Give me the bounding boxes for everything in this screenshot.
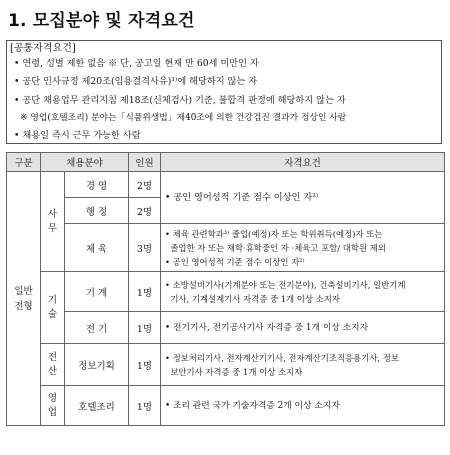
requirement-cell: • 공인 영어성적 기준 점수 이상인 자²⁾	[161, 172, 445, 224]
header-requirements: 자격요건	[161, 153, 445, 172]
field-cell: 전 기	[65, 312, 129, 344]
section-youngup: 영 업	[41, 386, 65, 426]
count-cell: 3명	[129, 224, 161, 272]
section-jeonsan: 전 산	[41, 344, 65, 386]
count-cell: 2명	[129, 172, 161, 198]
recruitment-table	[6, 152, 445, 426]
requirement-cell: • 정보처리기사, 전자계산기기사, 전자계산기조직응용기사, 정보 보안기사 자격증 중 1개 이상 소지자	[161, 344, 445, 386]
field-cell: 체 육	[65, 224, 129, 272]
table-header-row	[7, 153, 445, 172]
common-item: • 연령, 성별 제한 없음 ※ 단, 공고일 현재 만 60세 미만인 자	[14, 58, 259, 69]
common-item-note: ※ 영업(호텔조리) 분야는「식품위생법」제40조에 의한 건강검진 결과가 정상인 사람	[20, 113, 347, 123]
requirement-cell: • 전기기사, 전기공사기사 자격증 중 1개 이상 소지자	[161, 312, 445, 344]
field-cell: 기 계	[65, 272, 129, 312]
count-cell: 1명	[129, 272, 161, 312]
table-row	[7, 312, 445, 344]
count-cell: 1명	[129, 386, 161, 426]
group-cell: 일반 전형	[7, 172, 41, 426]
header-count: 인원	[129, 153, 161, 172]
header-category: 구분	[7, 153, 41, 172]
count-cell: 1명	[129, 344, 161, 386]
header-field: 채용분야	[41, 153, 129, 172]
table-row	[7, 386, 445, 426]
requirement-cell: • 체육 관련학과³⁾ 졸업(예정)자 또는 학위취득(예정)자 또는 졸업한 자 또는 재학·휴학중인 자 ·체육고 포함/ 대학원 제외 • 공인 영어성적 기준 점수 이상인 자²⁾	[161, 224, 445, 272]
table-row	[7, 272, 445, 312]
table-row	[7, 224, 445, 272]
field-cell: 호텔조리	[65, 386, 129, 426]
section-gisul: 기 술	[41, 272, 65, 344]
field-cell: 행 정	[65, 198, 129, 224]
section-samu: 사 무	[41, 172, 65, 272]
table-row	[7, 172, 445, 198]
page-title: 1. 모집분야 및 자격요건	[8, 11, 195, 31]
requirement-cell: • 소방설비기사(기계분야 또는 전기분야), 건축설비기사, 일반기계 기사, 기계설계기사 자격증 중 1개 이상 소지자	[161, 272, 445, 312]
common-requirements-header: [공통자격요건]	[10, 43, 76, 54]
common-item: • 공단 인사규정 제20조(임용결격사유)¹⁾에 해당하지 않는 자	[14, 76, 258, 87]
table-row	[7, 344, 445, 386]
field-cell: 정보기획	[65, 344, 129, 386]
requirement-cell: • 조리 관련 국가 기술자격증 2개 이상 소지자	[161, 386, 445, 426]
common-item: • 채용일 즉시 근무 가능한 사람	[14, 130, 141, 141]
field-cell: 경 영	[65, 172, 129, 198]
count-cell: 1명	[129, 312, 161, 344]
common-item: • 공단 채용업무 관리지침 제18조(신체검사) 기준, 불합격 판정에 해당하지 않는 자	[14, 95, 346, 106]
count-cell: 2명	[129, 198, 161, 224]
